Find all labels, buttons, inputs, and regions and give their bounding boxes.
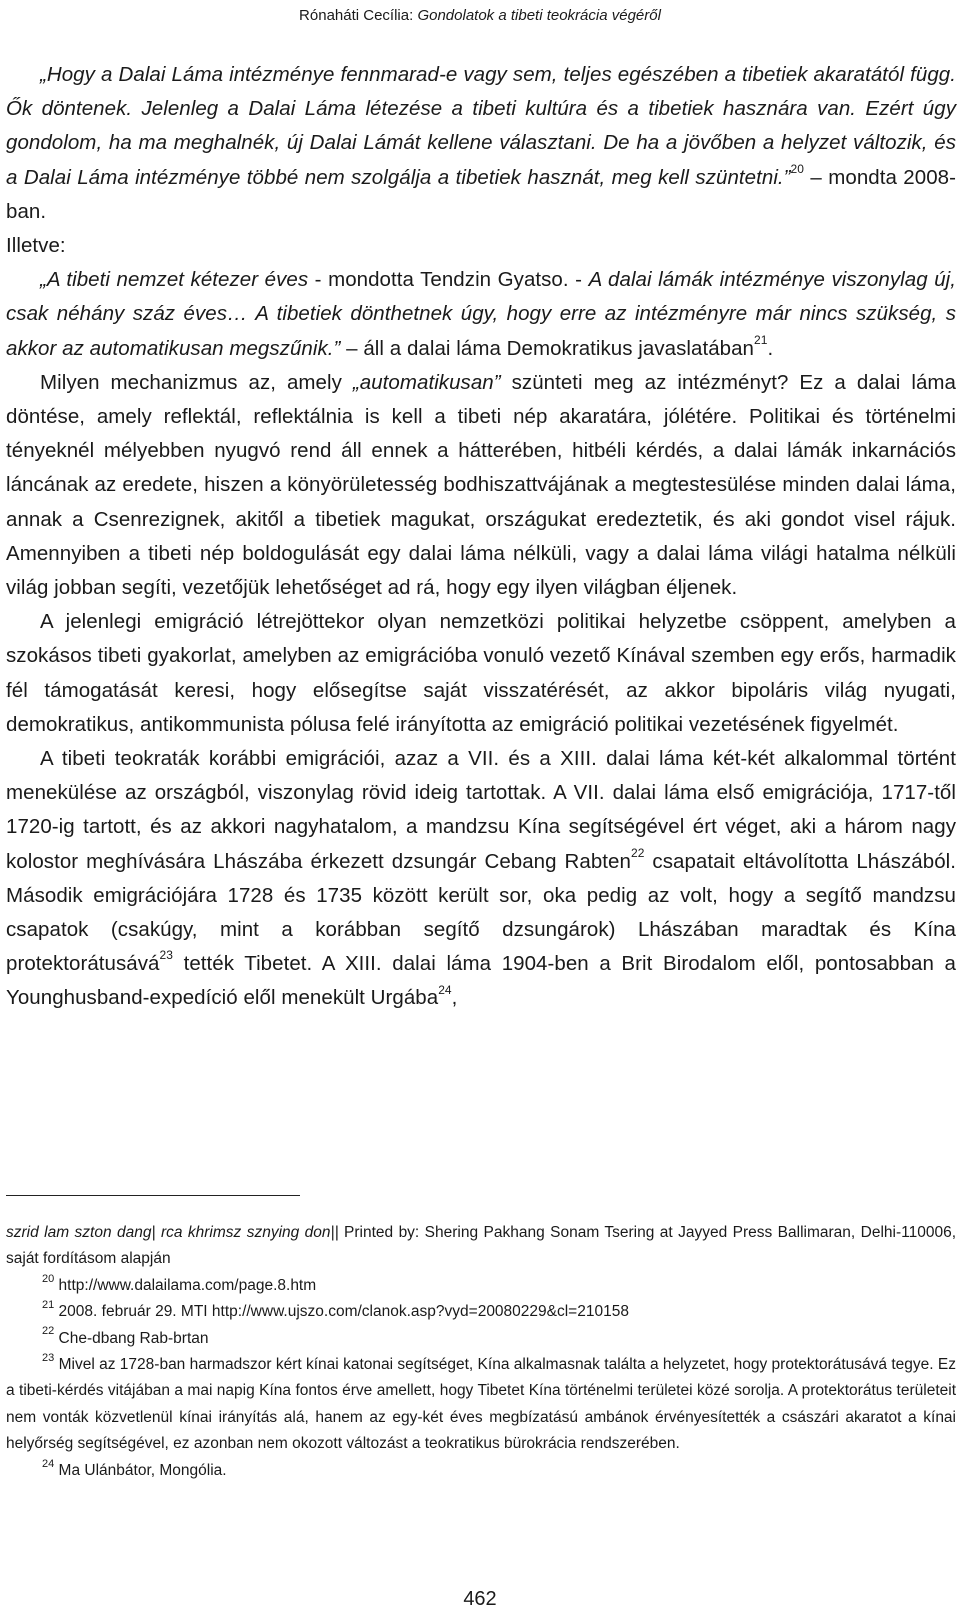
- paragraph-mechanism: [6, 366, 956, 605]
- paragraph-text: ,: [451, 986, 458, 1010]
- footnote-text: Ma Ulánbátor, Mongólia.: [54, 1461, 227, 1479]
- paragraph-text: tették Tibetet. A XIII. dalai láma 1904-ben a Brit Birodalom elől, pontosabban a Younghusband-expedíció elől menekült Urgába: [6, 952, 956, 1010]
- paragraph-quote-1: [6, 58, 956, 229]
- footnote-ref-21[interactable]: 21: [754, 332, 768, 347]
- footnote-23: [6, 1352, 956, 1458]
- footnote-number: 23: [42, 1351, 55, 1364]
- paragraph-text: .: [767, 336, 774, 360]
- header-title: Gondolatok a tibeti teokrácia végéről: [417, 7, 661, 24]
- footnote-ref-20[interactable]: 20: [790, 161, 804, 176]
- page-number: 462: [463, 1588, 497, 1610]
- footnote-number: 20: [42, 1272, 55, 1285]
- footnote-number: 21: [42, 1299, 55, 1312]
- footnote-22: [6, 1326, 956, 1352]
- footnote-separator: [6, 1195, 300, 1196]
- body-text: [6, 58, 956, 1016]
- paragraph-emigration: A jelenlegi emigráció létrejöttekor olyan nemzetközi politikai helyzetbe csöppent, amelyben a szokásos tibeti gyakorlat, amelyben az emigrációba vonuló vezető Kínával szemben egy erős, harmadik fél támogatását keresi, hogy elősegítse saját visszatérését, az akkor bipoláris világ nyugati, demokratikus, antikommunista pólusa felé irányította az emigráció politikai vezetésének figyelmét.: [6, 610, 956, 736]
- paragraph-text: szünteti meg az intézményt? Ez a dalai láma döntése, amely reflektál, reflektálnia is kell a tibeti nép akaratára, jólétére. Politikai és történelmi tényeknél mélyebben nyugvó rend áll ennek a hátterében, hitbéli kérdés, a dalai lámák inkarnációs láncának az eredete, hiszen a könyörületesség bodhiszattvájának a megtestesülése minden dalai láma, annak a Csenrezignek, akitől a tibetiek magukat, országukat eredeztetik, és aki gondot visel rájuk. Amennyiben a tibeti nép boldogulását egy dalai láma nélküli, vagy a dalai láma világi hatalma nélküli világ jobban segíti, vezetőjük lehetőséget ad rá, hogy egy ilyen világban éljenek.: [6, 370, 956, 600]
- paragraph-theocrats: [6, 742, 956, 1016]
- footnote-text: Printed by: Shering Pakhang Sonam Tsering at Jayyed Press Ballimaran, Delhi-110006, saját fordításom alapján: [6, 1224, 956, 1268]
- footnote-21: [6, 1299, 956, 1325]
- paragraph-text: csapatait eltávolította Lhászából. Második emigrációjára 1728 és 1735 között került sor, oka pedig az volt, hogy a segítő mandzsu csapatok (csakúgy, mint a korábban segítő dzsungárok) Lhászában maradtak és Kína protektorátusává: [6, 849, 956, 976]
- footnote-text: Che-dbang Rab-brtan: [54, 1329, 209, 1347]
- paragraph-text: – mondta 2008-ban.: [6, 165, 956, 223]
- footnote-ref-23[interactable]: 23: [159, 948, 173, 963]
- footnote-italic: szrid lam szton dang| rca khrimsz sznying don||: [6, 1224, 339, 1241]
- footnotes: [6, 1220, 956, 1484]
- paragraph-quote-2: [6, 263, 956, 366]
- quote-text: „A tibeti nemzet kétezer éves: [40, 268, 309, 292]
- paragraph-text: – áll a dalai láma Demokratikus javaslatában: [340, 336, 755, 360]
- footnote-text: http://www.dalailama.com/page.8.htm: [54, 1276, 317, 1294]
- quote-text: A dalai lámák intézménye viszonylag új, csak néhány száz éves… A tibetiek dönthetnek úgy, hogy erre az intézményre már nincs szükség, s akkor az automatikusan megszűnik.”: [6, 268, 956, 360]
- footnote-24: [6, 1458, 956, 1484]
- footnote-number: 22: [42, 1325, 55, 1338]
- running-header: [0, 6, 960, 26]
- footnote-text: 2008. február 29. MTI http://www.ujszo.com/clanok.asp?vyd=20080229&cl=210158: [54, 1303, 629, 1321]
- footnote-20: [6, 1273, 956, 1299]
- footnote-number: 24: [42, 1457, 55, 1470]
- quote-text: „Hogy a Dalai Láma intézménye fennmarad-e vagy sem, teljes egészében a tibetiek akaratától függ. Ők döntenek. Jelenleg a Dalai Láma létezése a tibeti kultúra és a tibetiek hasznára van. Ezért úgy gondolom, ha ma meghalnék, új Dalai Lámát kellene választani. De ha a jövőben a helyzet változik, és a Dalai Láma intézménye többé nem szolgálja a tibetiek hasznát, meg kell szüntetni.”: [6, 63, 956, 189]
- footnote-ref-24[interactable]: 24: [438, 982, 452, 997]
- paragraph-text: Milyen mechanizmus az, amely: [40, 370, 353, 394]
- paragraph-illetve: Illetve:: [6, 234, 66, 258]
- footnote-19-continued: [6, 1220, 956, 1273]
- emphasis-text: „automatikusan”: [352, 370, 501, 394]
- header-author: Rónaháti Cecília:: [299, 7, 414, 24]
- paragraph-text: A tibeti teokraták korábbi emigrációi, azaz a VII. és a XIII. dalai láma két-két alkalommal történt menekülése az országból, viszonylag rövid ideig tartottak. A VII. dalai láma első emigrációja, 1717-től 1720-ig tartott, és az akkori nagyhatalom, a mandzsu Kína segítségével ért véget, aki a három nagy kolostor meghívására Lhászába érkezett dzsungár Cebang Rabten: [6, 747, 956, 873]
- footnote-ref-22[interactable]: 22: [630, 845, 645, 860]
- paragraph-text: - mondotta Tendzin Gyatso. -: [308, 268, 589, 292]
- footnote-text: Mivel az 1728-ban harmadszor kért kínai katonai segítséget, Kína alkalmasnak találta a helyzetet, hogy protektorátusává tegye. Ez a tibeti-kérdés vitájában a mai napig Kína fontos érve amellett, hogy Tibetet Kína történelmi területei közé sorolja. A protektorátus területeit nem vonták közvetlenül kínai irányítás alá, hanem az egy-két éves megbízatású ambánok érvényesítették a császári akaratot a kínai helyőrség segítségével, ez azonban nem okozott változást a teokratikus bürokrácia rendszerében.: [6, 1356, 956, 1453]
